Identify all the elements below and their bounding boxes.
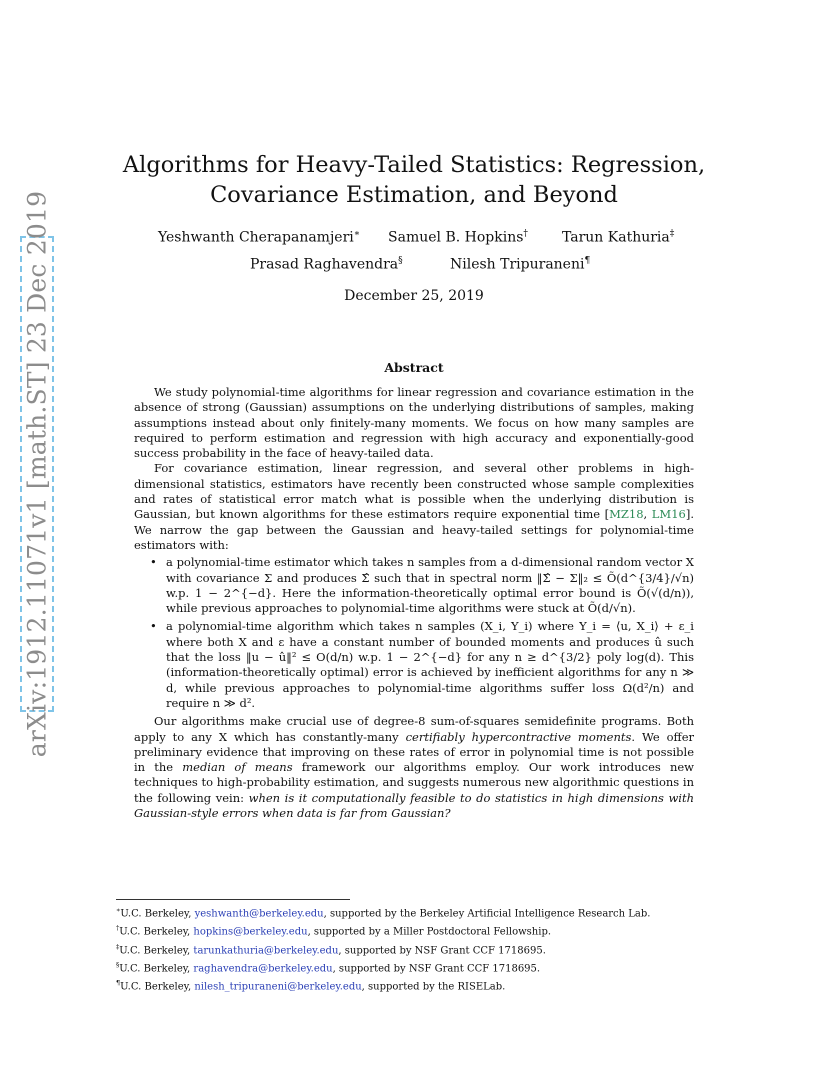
paper-date: December 25, 2019 (344, 288, 484, 304)
author-2: Samuel B. Hopkins† (388, 229, 528, 246)
author-3: Tarun Kathuria‡ (562, 229, 675, 246)
abstract-paragraph-3: Our algorithms make crucial use of degree-8 sum-of-squares semidefinite programs. Both apply to any X which has constantly-many certifiably hypercontractive moments. We offer preliminary evidence that improving on these rates of error in polynomial time is not possible in the median of means framework our algorithms employ. Our work introduces new techniques to high-probability estimation, and suggests numerous new algorithmic questions in the following vein: when is it computationally feasible to do statistics in high dimensions with Gaussian-style errors when data is far from Gaussian? (134, 714, 695, 821)
footnote-3: ‡U.C. Berkeley, tarunkathuria@berkeley.edu, supported by NSF Grant CCF 1718695. (116, 942, 546, 956)
contribution-covariance: • a polynomial-time estimator which takes n samples from a d-dimensional random vector X with covariance Σ and produces Σ̂ such that in spectral norm ‖Σ̂ − Σ‖₂ ≤ Õ(d^{3/4}/√n) w.p. 1 − 2^{−d}. Here the information-theoretically optimal error bound is Õ(√(d/n)), while previous approaches to polynomial-time algorithms were stuck at Õ(d/√n). (166, 555, 694, 616)
email-link[interactable]: yeshwanth@berkeley.edu (194, 908, 324, 920)
author-5: Nilesh Tripuraneni¶ (450, 256, 591, 273)
footnotes (116, 903, 716, 995)
contributions-list (134, 555, 694, 711)
footnote-2: †U.C. Berkeley, hopkins@berkeley.edu, supported by a Miller Postdoctoral Fellowship. (116, 924, 552, 938)
footnote-1: ∗U.C. Berkeley, yeshwanth@berkeley.edu, supported by the Berkeley Artificial Intelligence Research Lab. (116, 906, 651, 920)
email-link[interactable]: raghavendra@berkeley.edu (193, 963, 333, 975)
contribution-regression: • a polynomial-time algorithm which takes n samples (X_i, Y_i) where Y_i = ⟨u, X_i⟩ + ε_i where both X and ε have a constant number of bounded moments and produces û such that the loss ‖u − û‖² ≤ O(d/n) w.p. 1 − 2^{−d} for any n ≥ d^{3/2} poly log(d). This (information-theoretically optimal) error is achieved by inefficient algorithms for any n ≫ d, while previous approaches to polynomial-time algorithms suffer loss Ω(d²/n) and require n ≫ d². (166, 619, 694, 711)
abstract-heading: Abstract (384, 360, 444, 375)
email-link[interactable]: hopkins@berkeley.edu (193, 926, 308, 938)
author-4: Prasad Raghavendra§ (250, 256, 403, 273)
citation-lm16[interactable]: LM16 (651, 507, 686, 522)
paper-title: Algorithms for Heavy-Tailed Statistics: Regression, Covariance Estimation, and Beyond (122, 152, 706, 208)
abstract-paragraph-2: For covariance estimation, linear regression, and several other problems in high-dimensional statistics, estimators have recently been constructed whose sample complexities and rates of statistical error match what is possible when the underlying distribution is Gaussian, but known algorithms for these estimators require exponential time [MZ18, LM16]. We narrow the gap between the Gaussian and heavy-tailed settings for polynomial-time estimators with: (134, 461, 694, 552)
abstract-body (134, 385, 694, 821)
author-1: Yeshwanth Cherapanamjeri∗ (158, 229, 360, 246)
email-link[interactable]: tarunkathuria@berkeley.edu (193, 944, 339, 956)
footnote-4: §U.C. Berkeley, raghavendra@berkeley.edu, supported by NSF Grant CCF 1718695. (116, 960, 541, 975)
footnote-5: ¶U.C. Berkeley, nilesh_tripuraneni@berkeley.edu, supported by the RISELab. (116, 979, 506, 993)
abstract-paragraph-1: We study polynomial-time algorithms for linear regression and covariance estimation in the absence of strong (Gaussian) assumptions on the underlying distributions of samples, making assumptions instead about only finitely-many moments. We focus on how many samples are required to perform estimation and regression with high accuracy and exponentially-good success probability in the face of heavy-tailed data. (134, 385, 694, 461)
email-link[interactable]: nilesh_tripuraneni@berkeley.edu (194, 981, 362, 993)
footnote-divider (116, 899, 350, 900)
arxiv-identifier[interactable]: arXiv:1912.11071v1 [math.ST] 23 Dec 2019 (22, 190, 52, 758)
citation-mz18[interactable]: MZ18 (609, 507, 644, 522)
